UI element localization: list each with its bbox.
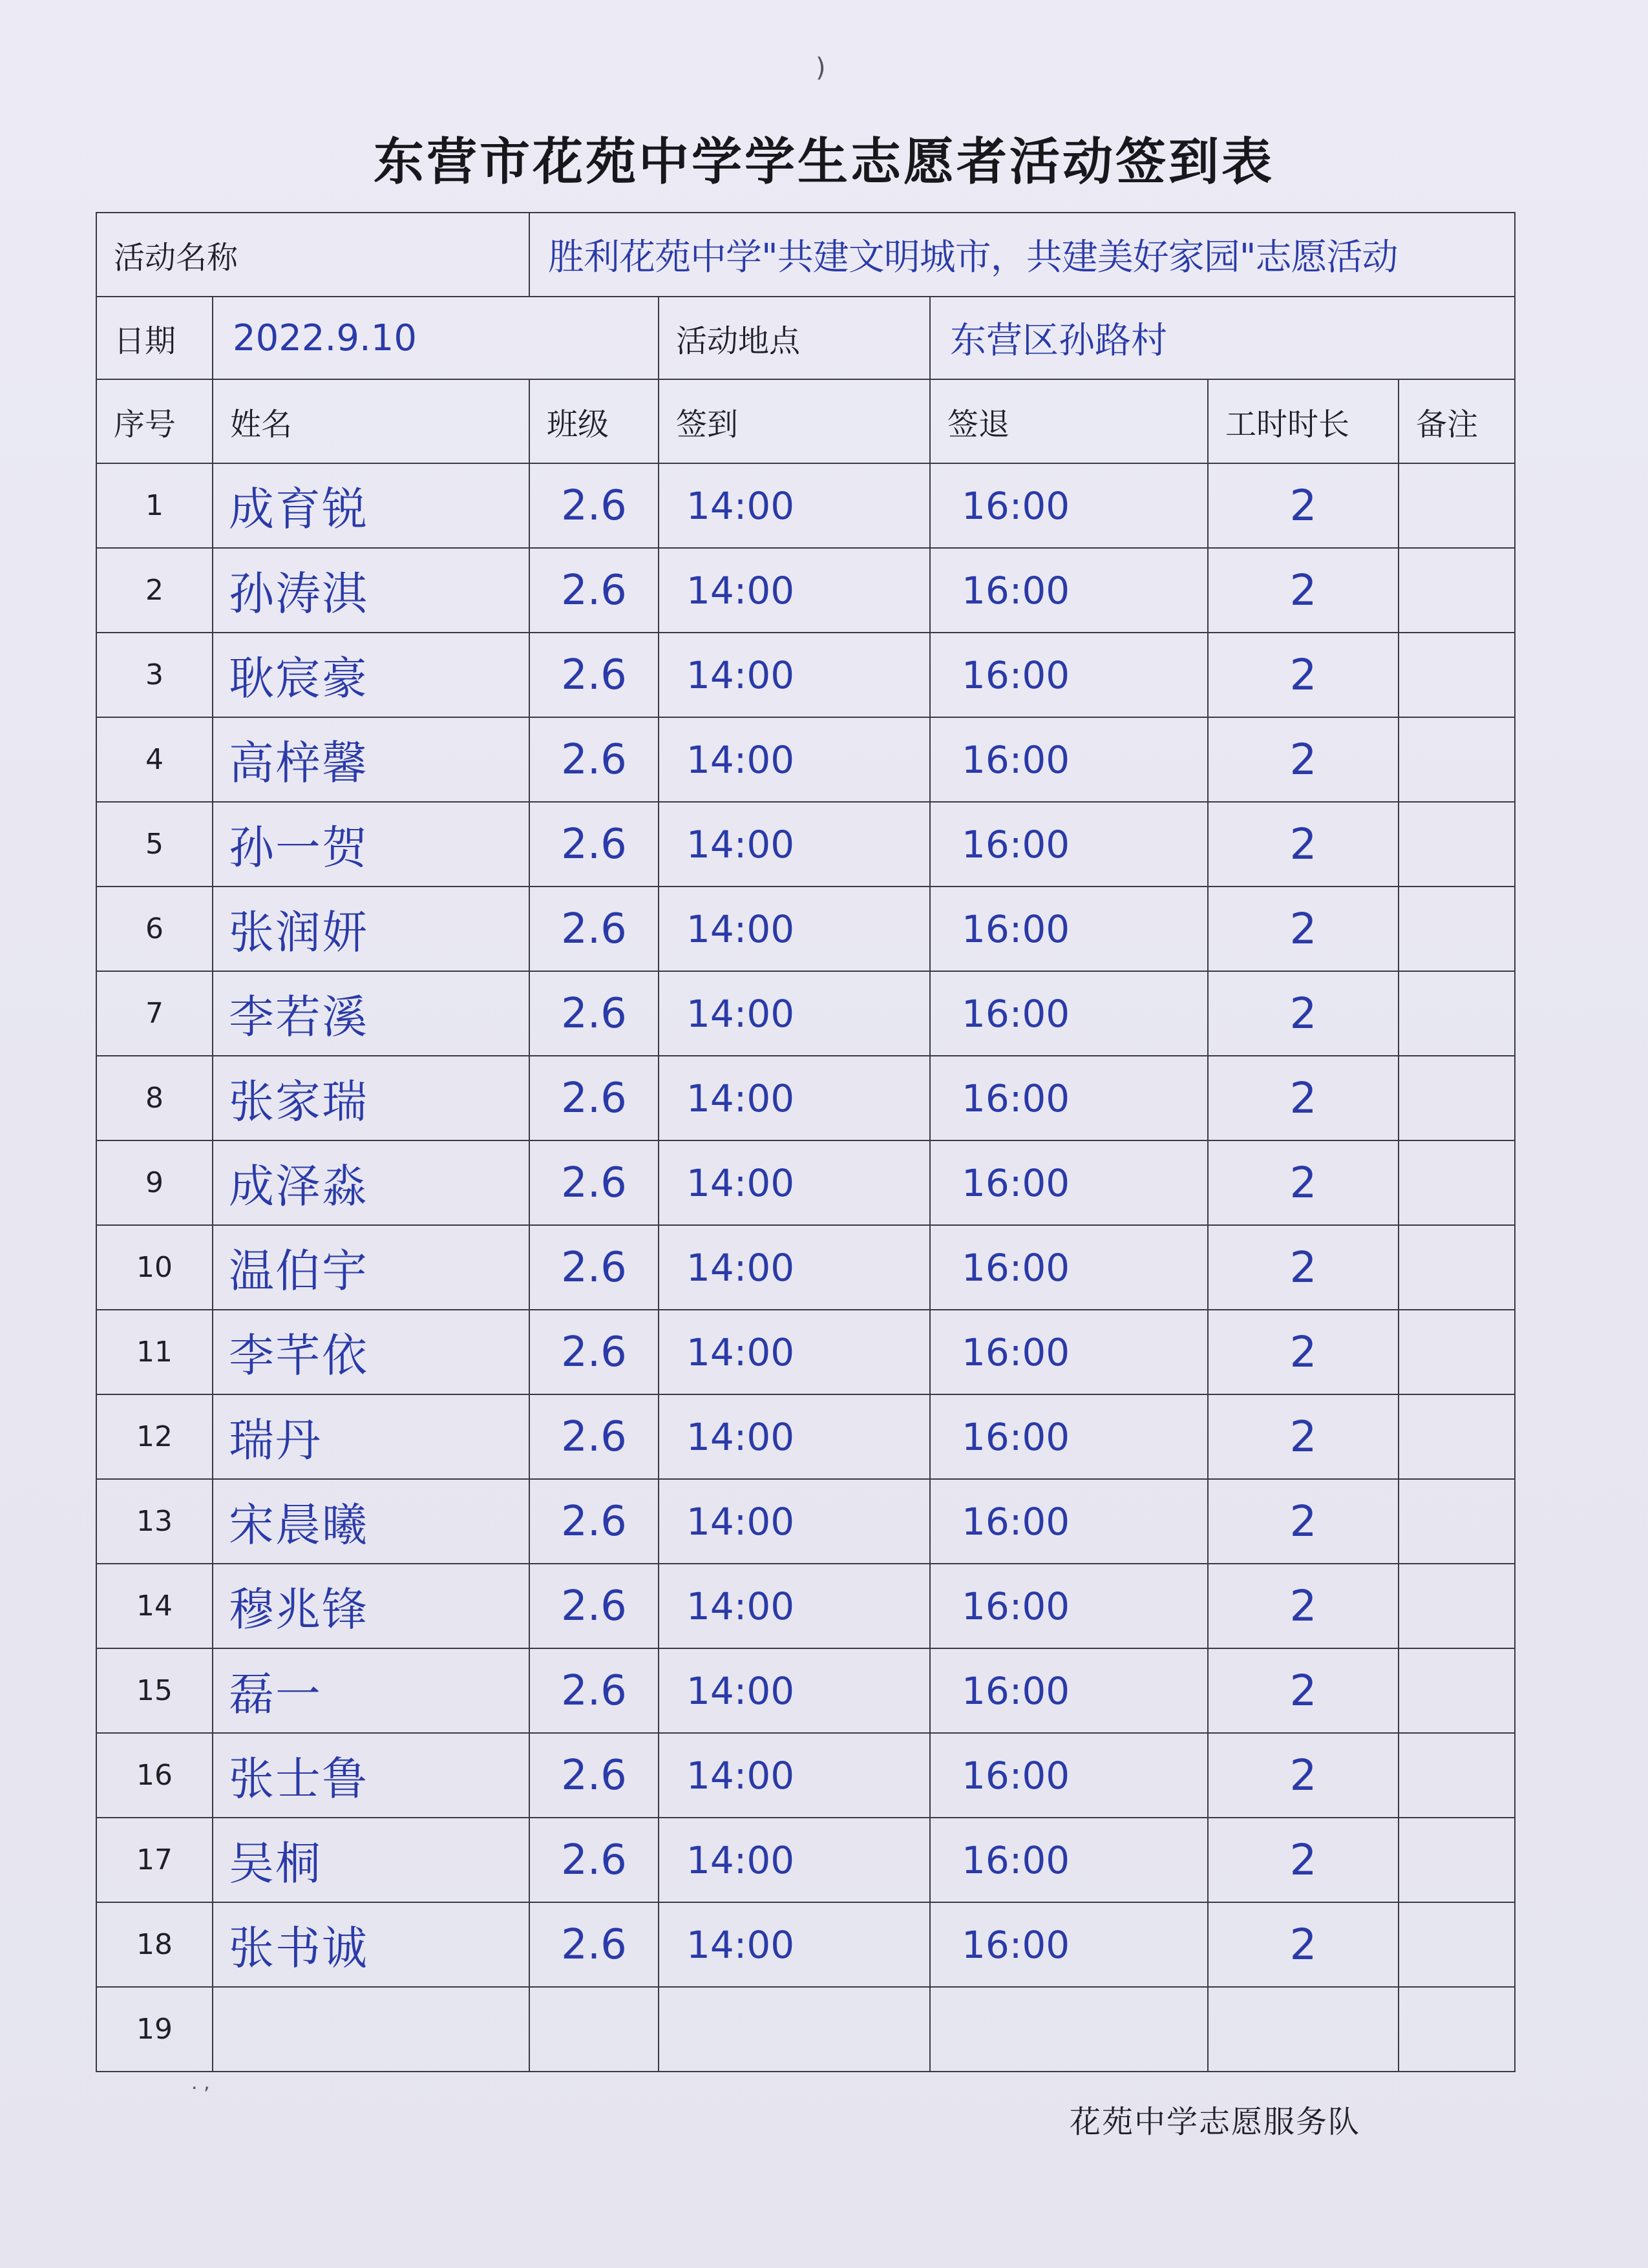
location-value: 东营区孙路村 xyxy=(930,297,1515,379)
student-name: 宋晨曦 xyxy=(213,1479,529,1564)
student-name: 吴桐 xyxy=(213,1818,529,1902)
row-number: 12 xyxy=(96,1394,213,1479)
work-hours xyxy=(1208,1987,1399,2072)
sign-out-time: 16:00 xyxy=(930,1902,1208,1987)
column-header-hours: 工时时长 xyxy=(1208,379,1399,463)
class-value: 2.6 xyxy=(529,463,659,548)
student-name: 成泽淼 xyxy=(213,1140,529,1225)
row-number: 19 xyxy=(96,1987,213,2072)
table-row xyxy=(96,887,1515,971)
note-value xyxy=(1399,1818,1515,1902)
row-number: 5 xyxy=(96,802,213,887)
row-number: 1 xyxy=(96,463,213,548)
note-value xyxy=(1399,1987,1515,2072)
table-row xyxy=(96,1394,1515,1479)
student-name: 温伯宇 xyxy=(213,1225,529,1310)
row-number: 6 xyxy=(96,887,213,971)
table-row xyxy=(96,1902,1515,1987)
work-hours: 2 xyxy=(1208,887,1399,971)
work-hours: 2 xyxy=(1208,802,1399,887)
footer-organization: 花苑中学志愿服务队 xyxy=(1070,2104,1361,2140)
class-value: 2.6 xyxy=(529,1479,659,1564)
location-label: 活动地点 xyxy=(659,297,930,379)
table-header-row xyxy=(96,379,1515,463)
work-hours: 2 xyxy=(1208,1056,1399,1140)
activity-name-row xyxy=(96,213,1515,297)
date-value: 2022.9.10 xyxy=(213,297,659,379)
row-number: 15 xyxy=(96,1648,213,1733)
class-value: 2.6 xyxy=(529,1225,659,1310)
work-hours: 2 xyxy=(1208,1310,1399,1394)
sign-in-time: 14:00 xyxy=(659,1902,930,1987)
table-row xyxy=(96,1225,1515,1310)
work-hours: 2 xyxy=(1208,633,1399,717)
sign-out-time: 16:00 xyxy=(930,1648,1208,1733)
class-value: 2.6 xyxy=(529,1648,659,1733)
row-number: 3 xyxy=(96,633,213,717)
class-value: 2.6 xyxy=(529,1564,659,1648)
work-hours: 2 xyxy=(1208,1902,1399,1987)
row-number: 16 xyxy=(96,1733,213,1818)
student-name: 耿宸豪 xyxy=(213,633,529,717)
class-value: 2.6 xyxy=(529,971,659,1056)
student-name: 成育锐 xyxy=(213,463,529,548)
note-value xyxy=(1399,1140,1515,1225)
student-name: 高梓馨 xyxy=(213,717,529,802)
note-value xyxy=(1399,1225,1515,1310)
student-name: 孙一贺 xyxy=(213,802,529,887)
sign-in-time: 14:00 xyxy=(659,548,930,633)
sign-in-time: 14:00 xyxy=(659,1225,930,1310)
row-number: 2 xyxy=(96,548,213,633)
class-value: 2.6 xyxy=(529,633,659,717)
row-number: 11 xyxy=(96,1310,213,1394)
work-hours: 2 xyxy=(1208,1479,1399,1564)
class-value: 2.6 xyxy=(529,1140,659,1225)
class-value: 2.6 xyxy=(529,887,659,971)
column-header-note: 备注 xyxy=(1399,379,1515,463)
table-row xyxy=(96,1140,1515,1225)
student-name: 穆兆锋 xyxy=(213,1564,529,1648)
sign-out-time xyxy=(930,1987,1208,2072)
note-value xyxy=(1399,1394,1515,1479)
class-value: 2.6 xyxy=(529,1394,659,1479)
note-value xyxy=(1399,1648,1515,1733)
sign-in-time: 14:00 xyxy=(659,1140,930,1225)
class-value: 2.6 xyxy=(529,1818,659,1902)
table-row xyxy=(96,1479,1515,1564)
note-value xyxy=(1399,1479,1515,1564)
student-name: 张家瑞 xyxy=(213,1056,529,1140)
class-value: 2.6 xyxy=(529,548,659,633)
student-name: 瑞丹 xyxy=(213,1394,529,1479)
note-value xyxy=(1399,802,1515,887)
sign-out-time: 16:00 xyxy=(930,1733,1208,1818)
row-number: 17 xyxy=(96,1818,213,1902)
student-name: 张润妍 xyxy=(213,887,529,971)
row-number: 18 xyxy=(96,1902,213,1987)
note-value xyxy=(1399,717,1515,802)
student-name: 李若溪 xyxy=(213,971,529,1056)
table-row xyxy=(96,717,1515,802)
note-value xyxy=(1399,1056,1515,1140)
sign-out-time: 16:00 xyxy=(930,717,1208,802)
note-value xyxy=(1399,887,1515,971)
work-hours: 2 xyxy=(1208,971,1399,1056)
signin-table xyxy=(96,212,1516,2072)
work-hours: 2 xyxy=(1208,1225,1399,1310)
sign-in-time: 14:00 xyxy=(659,1564,930,1648)
student-name: 李芊依 xyxy=(213,1310,529,1394)
sign-in-time: 14:00 xyxy=(659,633,930,717)
row-number: 7 xyxy=(96,971,213,1056)
class-value: 2.6 xyxy=(529,802,659,887)
row-number: 14 xyxy=(96,1564,213,1648)
row-number: 9 xyxy=(96,1140,213,1225)
activity-name-value: 胜利花苑中学"共建文明城市，共建美好家园"志愿活动 xyxy=(529,213,1515,297)
row-number: 8 xyxy=(96,1056,213,1140)
class-value xyxy=(529,1987,659,2072)
column-header-sign-in: 签到 xyxy=(659,379,930,463)
sign-in-time: 14:00 xyxy=(659,1394,930,1479)
sign-out-time: 16:00 xyxy=(930,1479,1208,1564)
note-value xyxy=(1399,1733,1515,1818)
sign-in-time: 14:00 xyxy=(659,802,930,887)
sign-in-time: 14:00 xyxy=(659,1818,930,1902)
table-row xyxy=(96,548,1515,633)
sign-out-time: 16:00 xyxy=(930,463,1208,548)
note-value xyxy=(1399,1564,1515,1648)
row-number: 13 xyxy=(96,1479,213,1564)
sign-in-time: 14:00 xyxy=(659,1733,930,1818)
table-row xyxy=(96,1733,1515,1818)
sign-out-time: 16:00 xyxy=(930,1564,1208,1648)
note-value xyxy=(1399,1310,1515,1394)
class-value: 2.6 xyxy=(529,1733,659,1818)
sign-in-time: 14:00 xyxy=(659,463,930,548)
note-value xyxy=(1399,1902,1515,1987)
table-row xyxy=(96,802,1515,887)
column-header-number: 序号 xyxy=(96,379,213,463)
table-row xyxy=(96,1310,1515,1394)
date-location-row xyxy=(96,297,1515,379)
sign-in-time: 14:00 xyxy=(659,1648,930,1733)
class-value: 2.6 xyxy=(529,1902,659,1987)
sign-in-time: 14:00 xyxy=(659,887,930,971)
work-hours: 2 xyxy=(1208,717,1399,802)
column-header-sign-out: 签退 xyxy=(930,379,1208,463)
scan-mark: ) xyxy=(816,53,826,83)
sign-in-time: 14:00 xyxy=(659,717,930,802)
sign-out-time: 16:00 xyxy=(930,1394,1208,1479)
column-header-class: 班级 xyxy=(529,379,659,463)
sign-out-time: 16:00 xyxy=(930,1056,1208,1140)
sign-in-time: 14:00 xyxy=(659,971,930,1056)
note-value xyxy=(1399,971,1515,1056)
table-row xyxy=(96,1818,1515,1902)
sign-out-time: 16:00 xyxy=(930,1818,1208,1902)
table-row xyxy=(96,633,1515,717)
student-name: 张书诚 xyxy=(213,1902,529,1987)
class-value: 2.6 xyxy=(529,717,659,802)
scan-mark: . , xyxy=(191,2072,210,2094)
class-value: 2.6 xyxy=(529,1056,659,1140)
sign-in-time: 14:00 xyxy=(659,1056,930,1140)
sign-out-time: 16:00 xyxy=(930,971,1208,1056)
work-hours: 2 xyxy=(1208,1818,1399,1902)
sign-out-time: 16:00 xyxy=(930,1310,1208,1394)
note-value xyxy=(1399,548,1515,633)
table-row xyxy=(96,971,1515,1056)
activity-name-label: 活动名称 xyxy=(96,213,529,297)
page-title: 东营市花苑中学学生志愿者活动签到表 xyxy=(373,132,1274,191)
sign-out-time: 16:00 xyxy=(930,887,1208,971)
sign-out-time: 16:00 xyxy=(930,633,1208,717)
work-hours: 2 xyxy=(1208,1564,1399,1648)
work-hours: 2 xyxy=(1208,1733,1399,1818)
class-value: 2.6 xyxy=(529,1310,659,1394)
student-name: 张士鲁 xyxy=(213,1733,529,1818)
work-hours: 2 xyxy=(1208,1394,1399,1479)
sign-out-time: 16:00 xyxy=(930,548,1208,633)
row-number: 10 xyxy=(96,1225,213,1310)
work-hours: 2 xyxy=(1208,1140,1399,1225)
sign-in-time xyxy=(659,1987,930,2072)
sign-out-time: 16:00 xyxy=(930,1225,1208,1310)
table-row xyxy=(96,1564,1515,1648)
column-header-name: 姓名 xyxy=(213,379,529,463)
table-row xyxy=(96,1987,1515,2072)
sign-out-time: 16:00 xyxy=(930,1140,1208,1225)
table-row xyxy=(96,463,1515,548)
work-hours: 2 xyxy=(1208,548,1399,633)
note-value xyxy=(1399,463,1515,548)
table-row xyxy=(96,1056,1515,1140)
row-number: 4 xyxy=(96,717,213,802)
sign-out-time: 16:00 xyxy=(930,802,1208,887)
work-hours: 2 xyxy=(1208,463,1399,548)
date-label: 日期 xyxy=(96,297,213,379)
table-row xyxy=(96,1648,1515,1733)
student-name: 磊一 xyxy=(213,1648,529,1733)
sign-in-time: 14:00 xyxy=(659,1479,930,1564)
sign-in-time: 14:00 xyxy=(659,1310,930,1394)
work-hours: 2 xyxy=(1208,1648,1399,1733)
note-value xyxy=(1399,633,1515,717)
student-name xyxy=(213,1987,529,2072)
student-name: 孙涛淇 xyxy=(213,548,529,633)
